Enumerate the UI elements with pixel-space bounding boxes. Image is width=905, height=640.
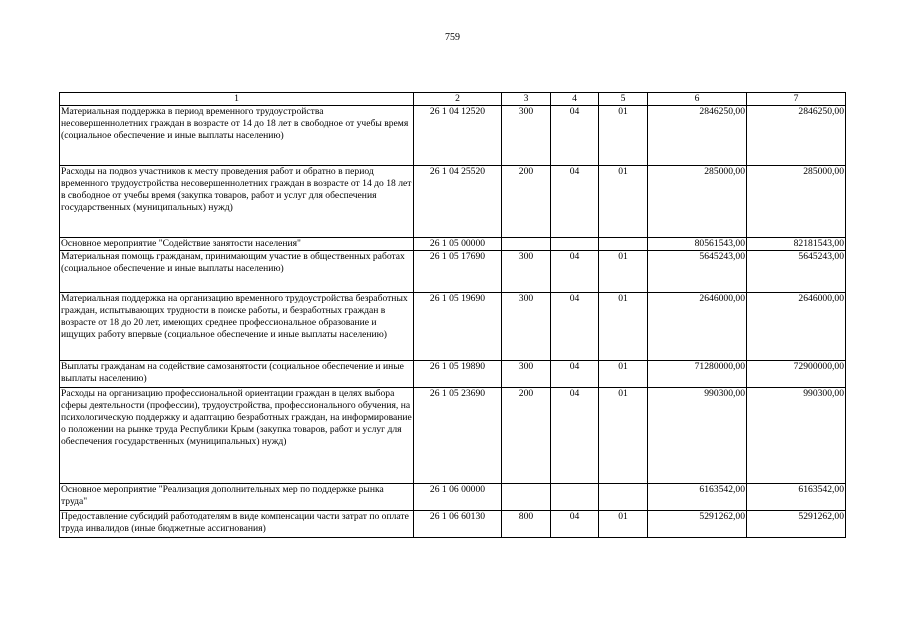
row-sum-col6: 2646000,00 [648, 293, 747, 361]
table-row [60, 511, 846, 538]
header-col-6: 6 [648, 93, 747, 106]
row-sum-col6: 5645243,00 [648, 251, 747, 293]
row-name: Расходы на подвоз участников к месту проведения работ и обратно в период временного трудоустройства несовершеннолетних граждан в возрасте от 14 до 18 лет в свободное от учебы время (закупка товаров, работ и услуг для обеспечения государственных (муниципальных) нужд) [60, 166, 414, 238]
row-sum-col7: 72900000,00 [747, 361, 846, 388]
row-subsection: 01 [599, 106, 648, 166]
row-name: Материальная поддержка в период временного трудоустройства несовершеннолетних граждан в возрасте от 14 до 18 лет в свободное от учебы время (социальное обеспечение и иные выплаты населению) [60, 106, 414, 166]
row-section: 04 [551, 106, 599, 166]
table-row [60, 166, 846, 238]
row-target-code: 26 1 06 00000 [414, 484, 502, 511]
row-sum-col6: 6163542,00 [648, 484, 747, 511]
row-subsection: 01 [599, 388, 648, 484]
table-row [60, 388, 846, 484]
row-name: Материальная поддержка на организацию временного трудоустройства безработных граждан, испытывающих трудности в поиске работы, и безработных граждан в возрасте от 18 до 20 лет, имеющих среднее профессиональное образование и ищущих работу впервые (социальное обеспечение и иные выплаты населению) [60, 293, 414, 361]
row-section [551, 484, 599, 511]
row-expense-type: 200 [502, 388, 551, 484]
header-col-5: 5 [599, 93, 648, 106]
row-expense-type: 300 [502, 361, 551, 388]
row-subsection: 01 [599, 166, 648, 238]
row-section: 04 [551, 166, 599, 238]
row-subsection [599, 484, 648, 511]
header-col-7: 7 [747, 93, 846, 106]
row-sum-col7: 5291262,00 [747, 511, 846, 538]
row-target-code: 26 1 06 60130 [414, 511, 502, 538]
table-row [60, 106, 846, 166]
row-expense-type: 300 [502, 251, 551, 293]
row-section: 04 [551, 361, 599, 388]
row-sum-col7: 285000,00 [747, 166, 846, 238]
row-target-code: 26 1 04 12520 [414, 106, 502, 166]
row-expense-type: 300 [502, 293, 551, 361]
row-sum-col6: 5291262,00 [648, 511, 747, 538]
table-row [60, 251, 846, 293]
table-row [60, 361, 846, 388]
row-name: Предоставление субсидий работодателям в виде компенсации части затрат по оплате труда инвалидов (иные бюджетные ассигнования) [60, 511, 414, 538]
header-col-2: 2 [414, 93, 502, 106]
row-subsection [599, 238, 648, 251]
row-sum-col7: 990300,00 [747, 388, 846, 484]
header-col-4: 4 [551, 93, 599, 106]
row-sum-col7: 6163542,00 [747, 484, 846, 511]
row-sum-col7: 2846250,00 [747, 106, 846, 166]
row-expense-type [502, 484, 551, 511]
row-target-code: 26 1 05 23690 [414, 388, 502, 484]
row-expense-type: 300 [502, 106, 551, 166]
row-sum-col6: 990300,00 [648, 388, 747, 484]
row-section: 04 [551, 251, 599, 293]
row-expense-type [502, 238, 551, 251]
row-target-code: 26 1 05 19690 [414, 293, 502, 361]
budget-table [59, 92, 846, 538]
table-row [60, 293, 846, 361]
header-row [60, 93, 846, 106]
row-name: Материальная помощь гражданам, принимающим участие в общественных работах (социальное обеспечение и иные выплаты населению) [60, 251, 414, 293]
row-section: 04 [551, 388, 599, 484]
row-target-code: 26 1 05 19890 [414, 361, 502, 388]
row-subsection: 01 [599, 251, 648, 293]
row-sum-col7: 5645243,00 [747, 251, 846, 293]
row-target-code: 26 1 05 17690 [414, 251, 502, 293]
row-sum-col6: 71280000,00 [648, 361, 747, 388]
row-subsection: 01 [599, 361, 648, 388]
row-section: 04 [551, 511, 599, 538]
row-section: 04 [551, 293, 599, 361]
header-col-3: 3 [502, 93, 551, 106]
row-name: Основное мероприятие "Содействие занятости населения" [60, 238, 414, 251]
row-subsection: 01 [599, 511, 648, 538]
table-row [60, 238, 846, 251]
row-sum-col6: 285000,00 [648, 166, 747, 238]
row-sum-col7: 82181543,00 [747, 238, 846, 251]
row-subsection: 01 [599, 293, 648, 361]
row-section [551, 238, 599, 251]
row-name: Основное мероприятие "Реализация дополнительных мер по поддержке рынка труда" [60, 484, 414, 511]
table-row [60, 484, 846, 511]
row-target-code: 26 1 04 25520 [414, 166, 502, 238]
page-number: 759 [445, 32, 460, 43]
row-name: Выплаты гражданам на содействие самозанятости (социальное обеспечение и иные выплаты населению) [60, 361, 414, 388]
row-sum-col7: 2646000,00 [747, 293, 846, 361]
row-sum-col6: 2846250,00 [648, 106, 747, 166]
header-col-1: 1 [60, 93, 414, 106]
row-expense-type: 800 [502, 511, 551, 538]
row-expense-type: 200 [502, 166, 551, 238]
row-target-code: 26 1 05 00000 [414, 238, 502, 251]
row-name: Расходы на организацию профессиональной ориентации граждан в целях выбора сферы деятельности (профессии), трудоустройства, профессионального обучения, на психологическую поддержку и адаптацию безработных граждан, на информирование о положении на рынке труда Республики Крым (закупка товаров, работ и услуг для обеспечения государственных (муниципальных) нужд) [60, 388, 414, 484]
row-sum-col6: 80561543,00 [648, 238, 747, 251]
